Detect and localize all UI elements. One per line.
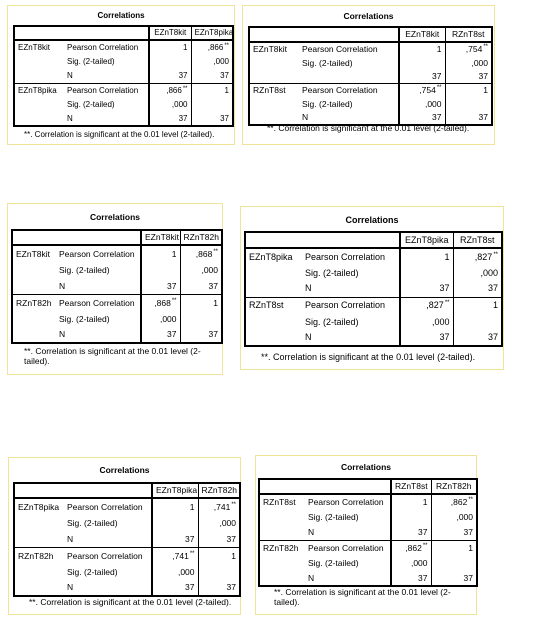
stat-label: Pearson Correlation <box>56 245 141 262</box>
stat-label: Sig. (2-tailed) <box>299 97 399 111</box>
cell-value: ,868 <box>195 248 213 259</box>
stat-label: Sig. (2-tailed) <box>64 98 149 112</box>
cell-value: ,000 <box>453 265 502 281</box>
stat-label: N <box>64 112 149 126</box>
footnote: **. Correlation is significant at the 0.01 level (2-tailed). <box>274 587 451 607</box>
stat-label: Pearson Correlation <box>305 494 391 510</box>
significance-marker: ** <box>422 543 428 549</box>
cell-value: ,868 <box>154 297 171 308</box>
significance-marker: ** <box>468 497 473 504</box>
cell-value: ,000 <box>191 55 233 69</box>
stat-label: N <box>305 525 391 540</box>
stat-label: N <box>56 327 141 343</box>
stat-label: N <box>64 531 152 547</box>
cell-value: ,862 <box>450 497 468 508</box>
cell-value: ,754 <box>419 85 436 95</box>
significance-marker: ** <box>182 85 188 92</box>
cell-value: 1 <box>436 44 442 55</box>
stat-label: Sig. (2-tailed) <box>299 56 399 70</box>
cell-value: 37 <box>453 281 502 297</box>
cell-value: ,000 <box>177 566 195 577</box>
cell-value: 37 <box>191 112 233 126</box>
cell-value: ,000 <box>198 515 240 531</box>
cell-value: 37 <box>152 531 198 547</box>
significance-marker: ** <box>493 251 498 258</box>
stat-label: Sig. (2-tailed) <box>56 311 141 327</box>
cell-value: 37 <box>431 525 477 540</box>
correlation-table <box>13 25 234 127</box>
row-header: EZnT8pika <box>14 83 64 98</box>
stat-label: N <box>64 69 149 83</box>
cell-value: 37 <box>198 531 240 547</box>
cell-value: 37 <box>198 580 240 596</box>
cell-value: ,741 <box>172 550 189 561</box>
cell-value: 1 <box>198 547 240 564</box>
correlation-table <box>248 26 493 126</box>
stat-label: Pearson Correlation <box>302 297 400 314</box>
cell-value: ,000 <box>159 313 177 324</box>
cell-value: ,866 <box>207 43 224 52</box>
stat-label: Pearson Correlation <box>305 540 391 556</box>
correlation-panel <box>242 5 495 145</box>
correlation-table <box>13 482 241 597</box>
cell-value: 37 <box>400 281 453 297</box>
cell-value: 1 <box>422 497 428 508</box>
cell-value: ,754 <box>465 44 483 55</box>
significance-marker: ** <box>231 501 236 508</box>
column-header: EZnT8kit <box>149 26 191 40</box>
column-header: EZnT8kit <box>141 230 180 245</box>
cell-value: ,000 <box>171 100 188 109</box>
footnote: **. Correlation is significant at the 0.01 level (2-tailed). <box>24 346 201 366</box>
row-header: RZnT82h <box>14 547 64 564</box>
row-header: EZnT8pika <box>14 498 64 515</box>
table-title: Correlations <box>99 465 150 475</box>
cell-value: 37 <box>400 330 453 346</box>
cell-value: ,000 <box>410 558 428 569</box>
correlation-table <box>244 231 503 347</box>
stat-label: Sig. (2-tailed) <box>64 564 152 580</box>
stat-label: Sig. (2-tailed) <box>64 55 149 69</box>
cell-value: 1 <box>445 83 492 97</box>
cell-value: 37 <box>180 327 222 343</box>
stat-label: Pearson Correlation <box>56 294 141 311</box>
table-title: Correlations <box>97 11 145 20</box>
cell-value: 37 <box>149 112 191 126</box>
row-header: RZnT8st <box>259 494 305 510</box>
cell-value: ,000 <box>180 262 222 278</box>
column-header: RZnT8st <box>391 479 431 494</box>
cell-value: 37 <box>180 278 222 294</box>
cell-value: ,000 <box>431 316 450 327</box>
stat-label: Sig. (2-tailed) <box>305 556 391 571</box>
cell-value: 37 <box>445 111 492 125</box>
stat-label: Sig. (2-tailed) <box>64 515 152 531</box>
cell-value: ,741 <box>213 501 231 512</box>
cell-value: 37 <box>391 571 431 586</box>
significance-marker: ** <box>444 300 450 307</box>
cell-value: ,827 <box>474 251 493 262</box>
significance-marker: ** <box>224 43 229 49</box>
cell-value: 37 <box>141 278 180 294</box>
table-title: Correlations <box>89 212 141 222</box>
correlation-panel <box>7 5 235 145</box>
cell-value: 37 <box>431 571 477 586</box>
significance-marker: ** <box>483 44 488 51</box>
column-header: EZnT8pika <box>400 232 453 248</box>
footnote: **. Correlation is significant at the 0.01 level (2-tailed). <box>261 352 476 362</box>
stat-label: Pearson Correlation <box>64 83 149 98</box>
footnote: **. Correlation is significant at the 0.01 level (2-tailed). <box>24 130 215 139</box>
cell-value: ,866 <box>166 85 182 95</box>
stat-label: Sig. (2-tailed) <box>305 510 391 525</box>
row-header: RZnT82h <box>259 540 305 556</box>
stat-label: Pearson Correlation <box>64 498 152 515</box>
table-title: Correlations <box>345 215 399 225</box>
cell-value: 1 <box>171 248 177 259</box>
table-title: Correlations <box>340 462 392 472</box>
stat-label: N <box>56 278 141 294</box>
cell-value: 37 <box>445 70 492 83</box>
column-header: EZnT8pika <box>191 26 233 40</box>
row-header: RZnT82h <box>12 294 56 311</box>
stat-label: Pearson Correlation <box>299 83 399 97</box>
significance-marker: ** <box>171 297 177 304</box>
stat-label: N <box>302 330 400 346</box>
cell-value: ,000 <box>445 56 492 70</box>
cell-value: ,000 <box>424 98 442 109</box>
stat-label: Sig. (2-tailed) <box>302 265 400 281</box>
cell-value: 1 <box>191 83 233 98</box>
stat-label: Pearson Correlation <box>302 248 400 265</box>
column-header: RZnT82h <box>431 479 477 494</box>
significance-marker: ** <box>189 550 195 557</box>
cell-value: 1 <box>444 251 450 262</box>
cell-value: 37 <box>391 525 431 540</box>
cell-value: 1 <box>453 297 502 314</box>
column-header: RZnT8st <box>445 27 492 42</box>
column-header: RZnT8st <box>453 232 502 248</box>
row-header: RZnT8st <box>245 297 302 314</box>
column-header: EZnT8kit <box>399 27 445 42</box>
cell-value: 37 <box>149 69 191 83</box>
footnote: **. Correlation is significant at the 0.01 level (2-tailed). <box>267 123 470 133</box>
correlation-table <box>11 229 223 344</box>
stat-label: N <box>64 580 152 596</box>
cell-value: 1 <box>180 294 222 311</box>
correlation-table <box>258 478 478 587</box>
significance-marker: ** <box>213 248 218 255</box>
cell-value: 37 <box>453 330 502 346</box>
cell-value: 1 <box>183 43 188 52</box>
cell-value: 37 <box>399 70 445 83</box>
correlation-panel <box>8 457 241 615</box>
stat-label: N <box>305 571 391 586</box>
column-header: RZnT82h <box>180 230 222 245</box>
stat-label: N <box>299 111 399 125</box>
correlation-panel <box>255 455 477 615</box>
footnote: **. Correlation is significant at the 0.01 level (2-tailed). <box>29 597 232 607</box>
stat-label: N <box>302 281 400 297</box>
stat-label: Pearson Correlation <box>299 42 399 56</box>
stat-label: Sig. (2-tailed) <box>56 262 141 278</box>
column-header: EZnT8pika <box>152 483 198 498</box>
stat-label: Sig. (2-tailed) <box>302 314 400 330</box>
table-title: Correlations <box>343 11 394 21</box>
cell-value: 1 <box>431 540 477 556</box>
column-header: RZnT82h <box>198 483 240 498</box>
stat-label: Pearson Correlation <box>64 40 149 55</box>
row-header: EZnT8pika <box>245 248 302 265</box>
stat-label: Pearson Correlation <box>64 547 152 564</box>
cell-value: 1 <box>189 501 195 512</box>
cell-value: ,000 <box>431 510 477 525</box>
cell-value: 37 <box>399 111 445 125</box>
row-header: EZnT8kit <box>12 245 56 262</box>
cell-value: ,862 <box>405 543 422 553</box>
correlation-panel <box>240 206 504 370</box>
cell-value: 37 <box>191 69 233 83</box>
row-header: EZnT8kit <box>14 40 64 55</box>
cell-value: 37 <box>141 327 180 343</box>
significance-marker: ** <box>436 85 442 91</box>
cell-value: ,827 <box>426 300 444 311</box>
row-header: EZnT8kit <box>249 42 299 56</box>
row-header: RZnT8st <box>249 83 299 97</box>
correlation-panel <box>7 203 223 375</box>
cell-value: 37 <box>152 580 198 596</box>
